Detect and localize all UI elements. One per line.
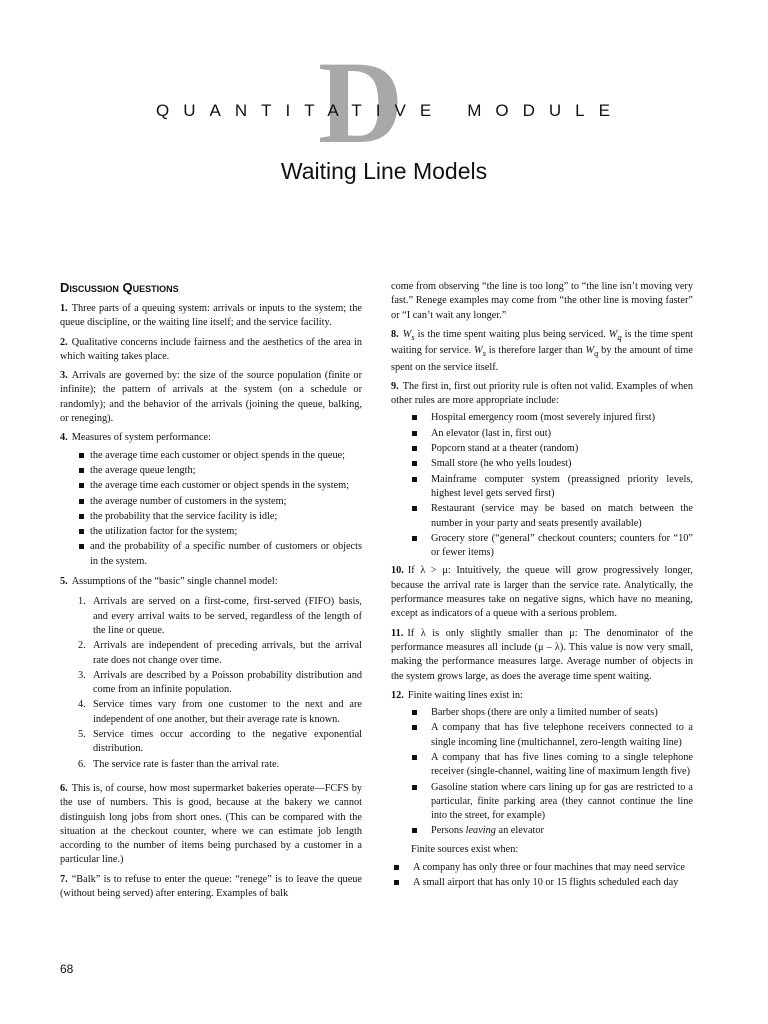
question-text: This is, of course, how most supermarket bakeries operate—FCFS by the use of numbers. This is good, because at the bakery we cannot distinguish long jobs from short ones. (This can be compared with the situation at the checkout counter, where we can estimate job length according to the number of items being purchased by a customer in a particular line.)	[60, 782, 362, 866]
list-item-text: Arrivals are described by a Poisson probability distribution and come from an infinite population.	[93, 669, 362, 696]
list-item	[78, 669, 362, 698]
list-item-text: Arrivals are served on a first-come, first-served (FIFO) basis, and every arrival waits to be served, regardless of the length of the line or queue.	[93, 596, 362, 636]
list-item-text: Service times vary from one customer to the next and are independent of one another, but their average rate is known.	[93, 699, 362, 725]
list-item: the utilization factor for the system;	[78, 525, 362, 539]
question-text: Three parts of a queuing system: arrivals or inputs to the system; the queue discipline, or the waiting line itself; and the service facility.	[60, 303, 362, 329]
question-number: 9.	[391, 380, 399, 392]
question-8	[391, 328, 693, 375]
question-3	[60, 369, 362, 426]
list-item: and the probability of a specific number of customers or objects in the system.	[78, 540, 362, 569]
module-word-quantitative: QUANTITATIVE	[156, 101, 446, 120]
page-title: Waiting Line Models	[280, 158, 488, 184]
math-symbol: W	[585, 345, 595, 357]
question-2	[60, 336, 362, 365]
list-item: A company that has five lines coming to a single telephone receiver (single-channel, waiting line of maximum length five)	[409, 751, 693, 780]
question-text: is therefore larger than	[485, 345, 586, 357]
question-text: The first in, first out priority rule is often not valid. Examples of when other rules are more appropriate include:	[391, 380, 693, 407]
question-number: 11.	[391, 627, 404, 639]
question-11	[391, 627, 693, 684]
list-item	[78, 758, 362, 772]
list-item: the probability that the service facility is idle;	[78, 510, 362, 524]
question-number: 1.	[60, 303, 68, 314]
question-text: is the time spent waiting plus being serviced.	[414, 328, 609, 340]
question-text: Assumptions of the “basic” single channel model:	[71, 576, 278, 588]
question-number: 7.	[60, 873, 68, 885]
list-item-text: Arrivals are independent of preceding arrivals, but the arrival rate does not change over time.	[93, 640, 362, 666]
list-item: A company has only three or four machines that may need service	[391, 861, 693, 875]
question-text: Intuitively, the queue will grow progressively longer, because the arrival rate is larger than the service rate. Analytically, the performance measures take on negative signs, which have no meaning, except as indicators of a queue with a serious problem.	[391, 565, 693, 620]
list-item	[78, 728, 362, 757]
question-6	[60, 782, 362, 868]
question-number: 6.	[60, 782, 68, 794]
question-number: 8.	[391, 328, 399, 340]
question-text: Finite waiting lines exist in:	[407, 689, 523, 701]
list-item: Barber shops (there are only a limited number of seats)	[409, 706, 693, 720]
priority-examples-list	[391, 411, 693, 560]
math-subscript: s	[482, 348, 486, 359]
question-5	[60, 575, 362, 589]
list-item-text: Persons	[431, 825, 466, 837]
question-condition: If λ > μ:	[407, 565, 451, 577]
question-text: by the amount of time spent on the service itself.	[391, 345, 693, 373]
list-item-number: 1.	[78, 596, 86, 608]
performance-measures-list	[60, 449, 362, 569]
list-item-number: 2.	[78, 640, 86, 652]
math-subscript: s	[411, 331, 415, 342]
list-item-text: an elevator	[495, 825, 544, 837]
question-number: 2.	[60, 336, 68, 348]
list-item: A company that has five telephone receivers connected to a single incoming line (multichannel, zero-length waiting line)	[409, 721, 693, 750]
list-item-text: Service times occur according to the negative exponential distribution.	[93, 729, 362, 755]
question-number: 4.	[60, 432, 68, 444]
list-item: An elevator (last in, first out)	[409, 427, 693, 441]
page-number: 68	[60, 962, 74, 976]
question-text: Arrivals are governed by: the size of the source population (finite or infinite); the pattern of arrivals at the system (on a schedule or randomly); and the behavior of the arrivals (joining the queue, balking, or reneging).	[60, 370, 362, 425]
question-text: Qualitative concerns include fairness and the aesthetics of the area in which waiting takes place.	[60, 336, 362, 362]
section-heading: Discussion Questions	[60, 280, 179, 295]
math-symbol: W	[608, 328, 618, 340]
module-label	[156, 101, 624, 121]
question-7	[60, 873, 362, 902]
list-item-number: 5.	[78, 729, 86, 741]
module-word-module: MODULE	[467, 101, 624, 120]
list-item	[78, 639, 362, 668]
list-item-text: The service rate is faster than the arrival rate.	[93, 758, 280, 770]
list-item: Gasoline station where cars lining up for gas are restricted to a particular, finite parking area (they cannot continue the line into the street, for example)	[409, 781, 693, 824]
list-item: Hospital emergency room (most severely injured first)	[409, 411, 693, 425]
list-item	[78, 698, 362, 727]
question-number: 3.	[60, 370, 68, 382]
list-item: Popcorn stand at a theater (random)	[409, 442, 693, 456]
list-item-number: 4.	[78, 699, 86, 711]
question-number: 10.	[391, 565, 404, 577]
list-item: Grocery store (“general” checkout counters; counters for “10” or fewer items)	[409, 532, 693, 561]
left-column	[60, 280, 362, 906]
list-item: A small airport that has only 10 or 15 flights scheduled each day	[391, 876, 693, 890]
list-item: the average queue length;	[78, 464, 362, 478]
question-7-continuation: come from observing “the line is too long” to “the line isn’t moving very fast.” Renege examples may come from “the other line is moving faster” or “I can’t wait any longer.”	[391, 281, 693, 321]
list-item: the average time each customer or object spends in the queue;	[78, 449, 362, 463]
list-item	[409, 824, 693, 838]
question-text: The denominator of the performance measures all include (μ – λ). This value is now very small, making the performance measures large. Average number of objects in the system grows large, as does the average time spent waiting.	[391, 627, 693, 682]
question-10	[391, 564, 693, 621]
question-text: is the time spent waiting for service.	[391, 328, 693, 357]
question-12	[391, 689, 693, 703]
list-item: the average number of customers in the system;	[78, 495, 362, 509]
list-item-number: 6.	[78, 758, 86, 770]
question-text: “Balk” is to refuse to enter the queue: “renege” is to leave the queue (without being served) after entering. Examples of balk	[60, 873, 362, 899]
list-item: Restaurant (service may be based on match between the number in your party and seats presently available)	[409, 502, 693, 531]
finite-sources-list	[391, 861, 693, 891]
question-text: Measures of system performance:	[71, 432, 211, 444]
assumptions-list	[60, 595, 362, 772]
question-9	[391, 380, 693, 409]
question-number: 12.	[391, 689, 404, 701]
finite-lines-list	[391, 706, 693, 839]
list-item-number: 3.	[78, 669, 86, 681]
list-item: Small store (he who yells loudest)	[409, 457, 693, 471]
module-letter: D	[318, 37, 404, 168]
math-subscript: q	[594, 348, 599, 359]
question-1	[60, 302, 362, 331]
right-column	[391, 280, 693, 895]
math-symbol: W	[474, 345, 483, 357]
list-item: the average time each customer or object spends in the system;	[78, 479, 362, 493]
math-subscript: q	[617, 331, 622, 342]
question-condition: If λ is only slightly smaller than μ:	[407, 627, 578, 639]
math-symbol: W	[402, 328, 412, 340]
list-item-emphasis: leaving	[465, 825, 496, 837]
question-number: 5.	[60, 576, 68, 588]
list-item	[78, 595, 362, 638]
question-4	[60, 431, 362, 445]
list-item: Mainframe computer system (preassigned priority levels, highest level gets served first)	[409, 473, 693, 502]
finite-sources-heading: Finite sources exist when:	[411, 843, 519, 855]
